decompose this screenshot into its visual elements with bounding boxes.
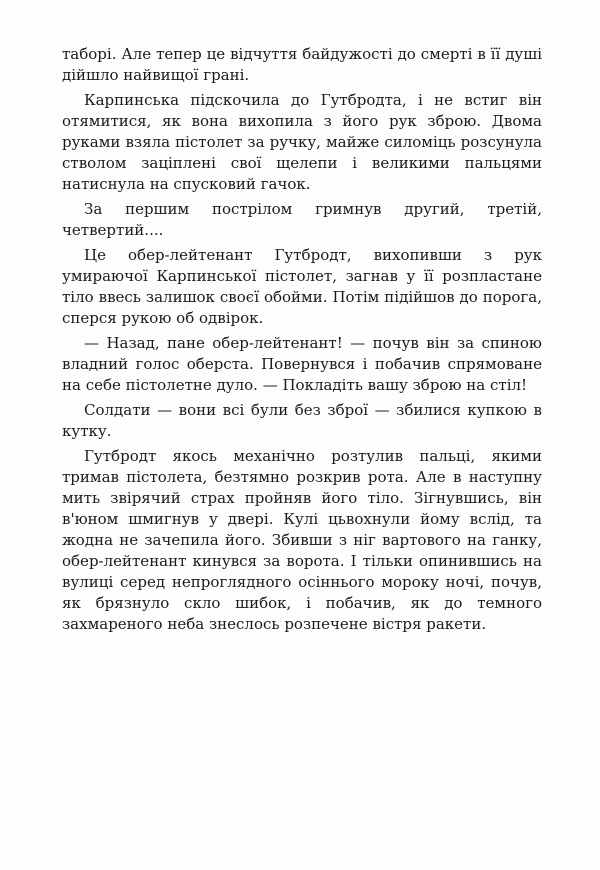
paragraph-continuation: таборі. Але тепер це відчуття байдужості до смерті в її душі дійшло найвищої грані. — [62, 45, 542, 84]
paragraph: За першим пострілом гримнув другий, третій, четвертий.... — [62, 200, 542, 239]
page-text — [62, 44, 542, 635]
paragraph: Гутбродт якось механічно розтулив пальці, якими тримав пістолета, безтямно розкрив рота. Але в наступну мить звірячий страх пройняв його тіло. Зігнувшись, він в'юном шмигнув у двері. Кулі цьвохнули йому вслід, та жодна не зачепила його. Збивши з ніг вартового на ганку, обер-лейтенант кинувся за ворота. І тільки опинившись на вулиці серед непроглядного осіннього мороку ночі, почув, як брязнуло скло шибок, і побачив, як до темного захмареного неба знеслось розпечене вістря ракети. — [62, 447, 542, 633]
paragraph-dialogue: — Назад, пане обер-лейтенант! — почув він за спиною владний голос оберста. Повернувся і побачив спрямоване на себе пістолетне дуло. — Покладіть вашу зброю на стіл! — [62, 334, 542, 394]
paragraph: Це обер-лейтенант Гутбродт, вихопивши з рук умираючої Карпинської пістолет, загнав у її розпластане тіло ввесь залишок своєї обойми. Потім підійшов до порога, сперся рукою об одвірок. — [62, 246, 542, 327]
paragraph: Карпинська підскочила до Гутбродта, і не встиг він отямитися, як вона вихопила з його рук зброю. Двома руками взяла пістолет за ручку, майже силоміць розсунула стволом заціплені свої щелепи і великими пальцями натиснула на спусковий гачок. — [62, 91, 542, 193]
paragraph: Солдати — вони всі були без зброї — збилися купкою в кутку. — [62, 401, 542, 440]
